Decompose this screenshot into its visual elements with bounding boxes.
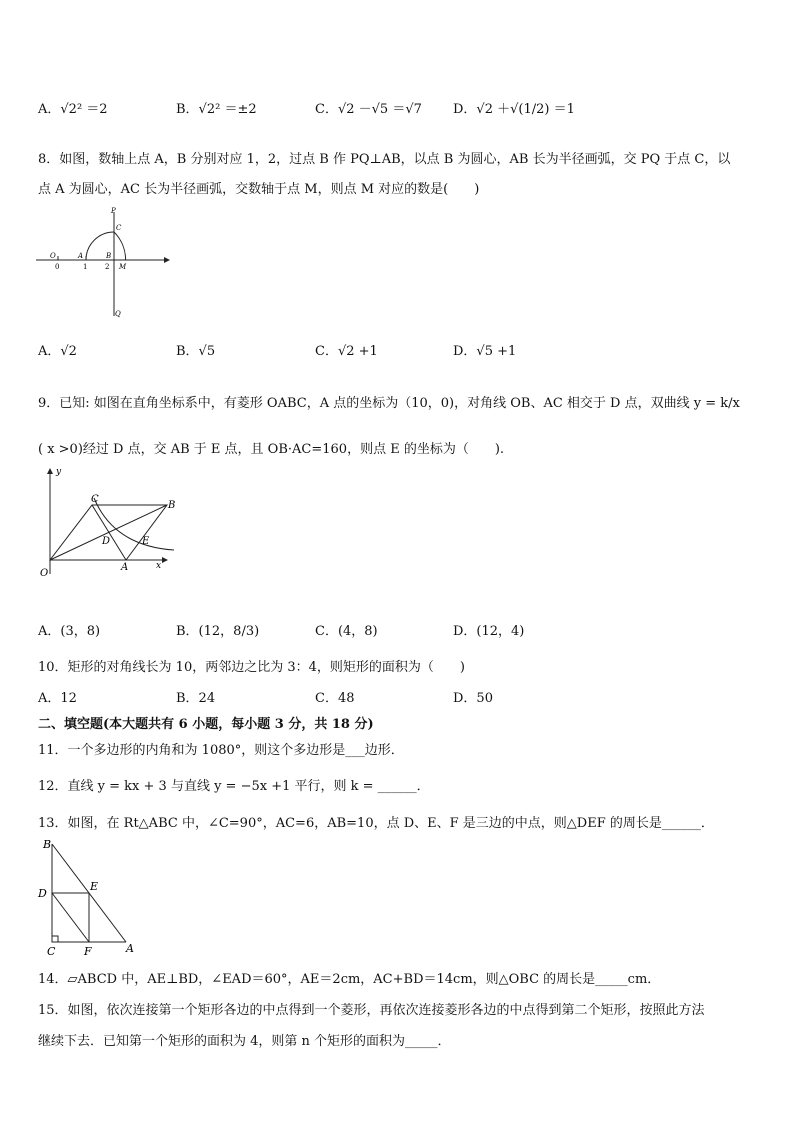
section-heading-fill-in: 二、填空题(本大题共有 6 小题，每小题 3 分，共 18 分) [38, 717, 374, 732]
q13-label-d: D [38, 887, 47, 900]
q8-tick-0: 0 [55, 263, 60, 271]
q9-text-line1: 9．已知: 如图在直角坐标系中，有菱形 OABC，A 点的坐标为（10，0)，对角线 OB、AC 相交于 D 点，双曲线 y = k/x [38, 396, 740, 411]
q10-option-a: A．12 [38, 691, 77, 706]
q7-option-b: B．√2² ＝±2 [176, 102, 257, 117]
q13-label-b: B [43, 838, 52, 851]
q8-option-d: D．√5 +1 [453, 344, 517, 359]
q14-text: 14．▱ABCD 中，AE⊥BD，∠EAD＝60°，AE＝2cm，AC+BD＝14cm，则△OBC 的周长是_____cm． [38, 972, 661, 987]
q8-option-c: C．√2 +1 [315, 344, 378, 359]
q10-option-c: C．48 [315, 691, 355, 706]
q7-option-a: A．√2² ＝2 [38, 102, 108, 117]
q8-number-line-figure [34, 206, 174, 320]
q8-tick-2: 2 [105, 263, 110, 271]
q13-label-e: E [90, 880, 99, 893]
q9-text-line2: ( x >0)经过 D 点，交 AB 于 E 点，且 OB·AC=160，则点 E 的坐标为（ ). [38, 442, 505, 457]
q15-text-line1: 15．如图，依次连接第一个矩形各边的中点得到一个菱形，再依次连接菱形各边的中点得到第二个矩形，按照此方法 [38, 1003, 705, 1018]
q8-tick-1: 1 [83, 263, 88, 271]
q9-label-y: y [56, 467, 62, 477]
q8-label-a: A [78, 252, 84, 260]
q7-option-d: D．√2 ＋√(1/2) ＝1 [453, 102, 575, 117]
q9-option-d: D．(12，4) [453, 624, 525, 639]
q13-triangle-figure [34, 836, 144, 958]
q9-option-a: A．(3，8) [38, 624, 101, 639]
q9-label-e: E [142, 536, 150, 547]
q7-option-c: C．√2 －√5 ＝√7 [315, 102, 422, 117]
q9-option-b: B．(12，8/3) [176, 624, 260, 639]
q9-label-b: B [168, 500, 176, 511]
q8-text-line2: 点 A 为圆心，AC 长为半径画弧，交数轴于点 M，则点 M 对应的数是( ) [38, 182, 480, 197]
q8-label-o: O [50, 252, 56, 260]
q13-text: 13．如图，在 Rt△ABC 中，∠C=90°，AC=6，AB=10，点 D、E、F 是三边的中点，则△DEF 的周长是______． [38, 816, 714, 831]
q9-label-a: A [121, 562, 129, 573]
q9-label-c: C [91, 494, 99, 505]
q8-text-line1: 8．如图，数轴上点 A，B 分别对应 1，2，过点 B 作 PQ⊥AB，以点 B 为圆心，AB 长为半径画弧，交 PQ 于点 C，以 [38, 152, 731, 167]
q13-label-a: A [126, 942, 134, 955]
q10-text: 10．矩形的对角线长为 10，两邻边之比为 3：4，则矩形的面积为（ ) [38, 660, 465, 675]
q9-rhombus-figure [34, 464, 184, 582]
q12-text: 12．直线 y = kx + 3 与直线 y = −5x +1 平行，则 k = ______． [38, 779, 430, 794]
q8-option-a: A．√2 [38, 344, 77, 359]
q8-label-m: M [119, 263, 127, 271]
q9-label-d: D [102, 536, 111, 547]
q10-option-d: D．50 [453, 691, 493, 706]
q15-text-line2: 继续下去．已知第一个矩形的面积为 4，则第 n 个矩形的面积为_____． [38, 1034, 451, 1049]
q8-label-c: C [116, 224, 122, 232]
q13-label-f: F [84, 945, 92, 958]
q8-option-b: B．√5 [176, 344, 216, 359]
q8-label-q: Q [115, 310, 121, 318]
q11-text: 11．一个多边形的内角和为 1080°，则这个多边形是___边形． [38, 743, 404, 758]
q8-label-p: P [111, 207, 116, 215]
q9-option-c: C．(4，8) [315, 624, 378, 639]
q13-label-c: C [47, 945, 56, 958]
q9-label-x: x [156, 561, 162, 571]
q10-option-b: B．24 [176, 691, 216, 706]
q8-label-b: B [106, 252, 112, 260]
q9-label-o: O [40, 568, 49, 579]
